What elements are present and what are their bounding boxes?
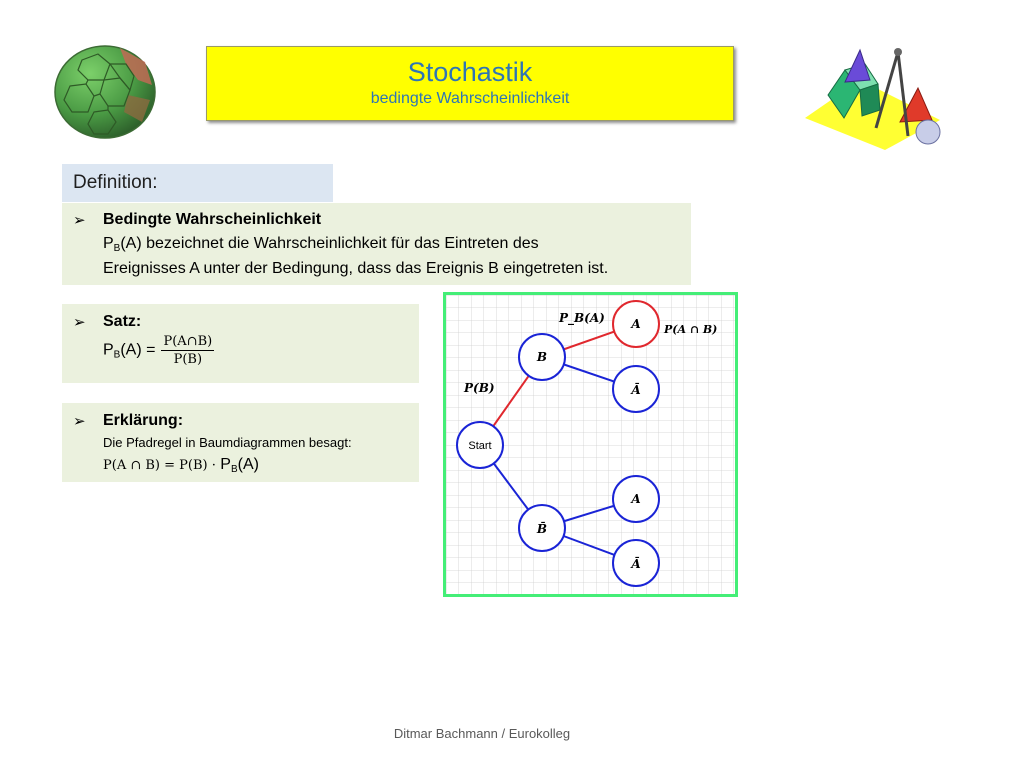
node-b-label: B: [536, 350, 548, 364]
fraction: [161, 334, 214, 367]
definition-line-1: $P_B(A)$ bezeichnet die Wahrscheinlichkeit für das Eintreten des: [103, 235, 539, 254]
page-title: Stochastik: [407, 57, 533, 87]
node-bbar-label: B̄: [536, 522, 548, 536]
pfadregel-formula-tail: (A): [237, 456, 259, 473]
satz-formula-lhs: (A) =: [120, 341, 156, 359]
node-start-label: Start: [468, 440, 492, 452]
definition-tab: Definition:: [62, 164, 333, 202]
polyhedron-logo-icon: [50, 40, 160, 140]
fraction-denominator: P(B): [173, 352, 203, 367]
subscript-b: B: [113, 349, 121, 361]
erklaerung-text: Die Pfadregel in Baumdiagrammen besagt:: [103, 435, 352, 450]
tree-diagram: [443, 292, 738, 597]
satz-heading: Satz:: [103, 313, 142, 330]
node-abar-top-label: Ā: [631, 383, 641, 397]
satz-panel: [62, 304, 419, 383]
arrow-bullet-icon: ➢: [73, 212, 86, 229]
arrow-bullet-icon: ➢: [73, 413, 86, 430]
label-pb: P(B): [464, 381, 495, 395]
definition-heading: Bedingte Wahrscheinlichkeit: [103, 211, 322, 228]
page-subtitle: bedingte Wahrscheinlichkeit: [370, 90, 570, 107]
label-pab: P(A ∩ B): [664, 323, 718, 336]
satz-formula: $P_B(A)$ = $\frac{P(A\cap B)}{P(B)}$: [103, 334, 213, 367]
fraction-numerator: P(A∩B): [163, 334, 213, 349]
subscript-b: B: [113, 243, 121, 254]
node-abar-bottom-label: Ā: [631, 557, 641, 571]
node-a-bottom-label: A: [631, 492, 641, 506]
erklaerung-formula: P(A ∩ $B) = P(B) \cdot P_B(A)$: [103, 456, 259, 475]
label-pba: P_B(A): [559, 311, 605, 325]
erklaerung-heading: Erklärung:: [103, 412, 184, 429]
footer-credit: Ditmar Bachmann / Eurokolleg: [393, 726, 571, 741]
definition-line-1-text: (A) bezeichnet die Wahrscheinlichkeit für das Eintreten des: [120, 235, 539, 252]
title-banner: [206, 46, 734, 121]
geometry-shapes-logo-icon: [800, 40, 950, 150]
node-a-top-label: A: [631, 317, 641, 331]
definition-panel: [62, 203, 691, 285]
definition-line-2: Ereignisses A unter der Bedingung, dass das Ereignis B eingetreten ist.: [103, 260, 609, 277]
subscript-b: B: [230, 464, 238, 475]
pfadregel-formula-text: P(A ∩ B) = P(B) ·: [103, 458, 216, 473]
arrow-bullet-icon: ➢: [73, 314, 86, 331]
tree-diagram-svg: [446, 295, 735, 594]
erklaerung-panel: [62, 403, 419, 482]
